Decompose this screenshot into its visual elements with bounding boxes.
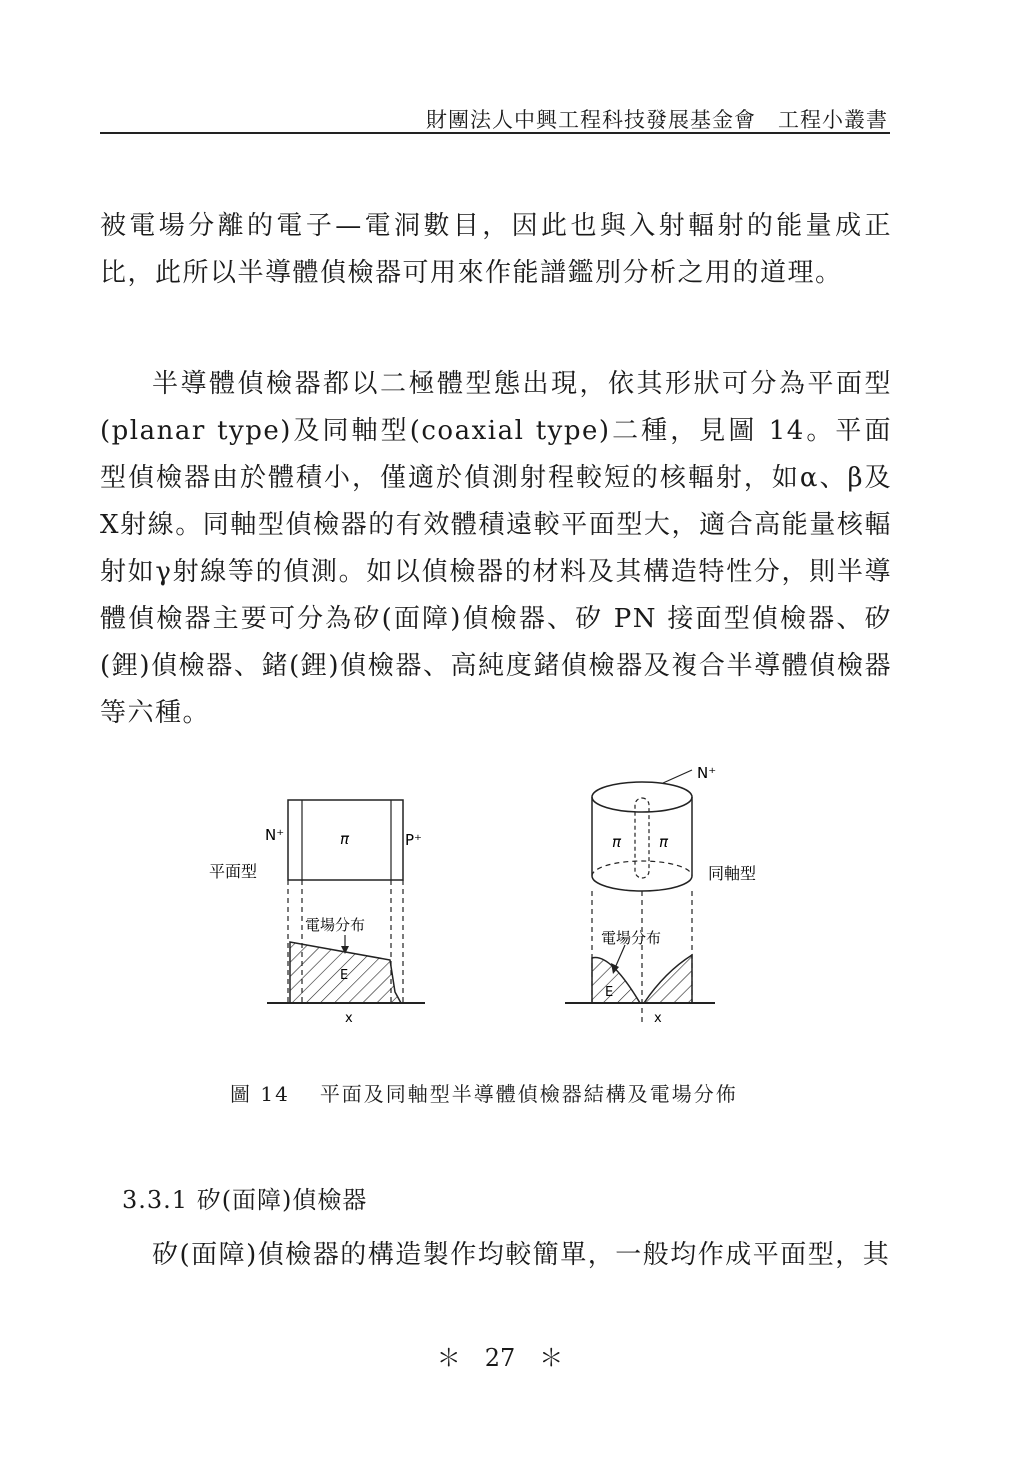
coaxial-top-ellipse: [592, 782, 692, 812]
coaxial-core: [635, 798, 649, 878]
planar-field-label: 電場分布: [305, 916, 366, 934]
coaxial-detector: [565, 764, 756, 1026]
page-header: [100, 104, 890, 134]
paragraph-3: 矽(面障)偵檢器的構造製作均較簡單，一般均作成平面型，其: [152, 1240, 891, 1270]
planar-pi-label: π: [340, 830, 350, 848]
coaxial-e-label: E: [605, 985, 614, 1000]
section-heading: 3.3.1 矽(面障)偵檢器: [122, 1186, 368, 1214]
figure-caption-text: 平面及同軸型半導體偵檢器結構及電場分佈: [319, 1082, 738, 1106]
figure-number: 圖 14: [230, 1082, 290, 1106]
planar-detector: [209, 800, 425, 1026]
coaxial-type-label: 同軸型: [708, 864, 757, 883]
coaxial-bottom-back: [592, 861, 692, 876]
planar-x-label: x: [345, 1011, 353, 1026]
page-number: ＊ 27 ＊: [436, 1344, 564, 1372]
planar-e-label: E: [340, 968, 349, 983]
coaxial-field-right: [644, 955, 692, 1003]
coaxial-arrow: [615, 945, 625, 968]
paragraph-2: 半導體偵檢器都以二極體型態出現，依其形狀可分為平面型(planar type)及同軸型(coaxial type)二種，見圖 14。平面型偵檢器由於體積小，僅適於偵測射程較短的核輻射，如α、β及Ⅹ射線。同軸型偵檢器的有效體積遠較平面型大，適合高能量核輻射如γ射線等的偵測。如以偵檢器的材料及其構造特性分，則半導體偵檢器主要可分為矽(面障)偵檢器、矽 PN 接面型偵檢器、矽(鋰)偵檢器、鍺(鋰)偵檢器、高純度鍺偵檢器及複合半導體偵檢器等六種。: [100, 369, 892, 728]
planar-p-plus-label: P⁺: [405, 831, 422, 849]
header-title: 財團法人中興工程科技發展基金會 工程小叢書: [426, 108, 888, 132]
planar-n-plus-label: N⁺: [265, 826, 285, 844]
coaxial-n-plus-label: N⁺: [697, 764, 717, 782]
figure-14: [195, 760, 815, 1030]
detector-diagram: [195, 760, 815, 1030]
coaxial-pi-left-label: π: [612, 833, 622, 851]
paragraph-1: 被電場分離的電子—電洞數目，因此也與入射輻射的能量成正比，此所以半導體偵檢器可用來作能譜鑑別分析之用的道理。: [100, 211, 892, 288]
coaxial-pi-right-label: π: [659, 833, 669, 851]
coaxial-x-label: x: [654, 1011, 662, 1026]
coaxial-field-label: 電場分布: [601, 929, 662, 947]
planar-type-label: 平面型: [209, 862, 258, 881]
coaxial-n-plus-leader: [663, 770, 692, 783]
figure-caption: [230, 1078, 738, 1107]
